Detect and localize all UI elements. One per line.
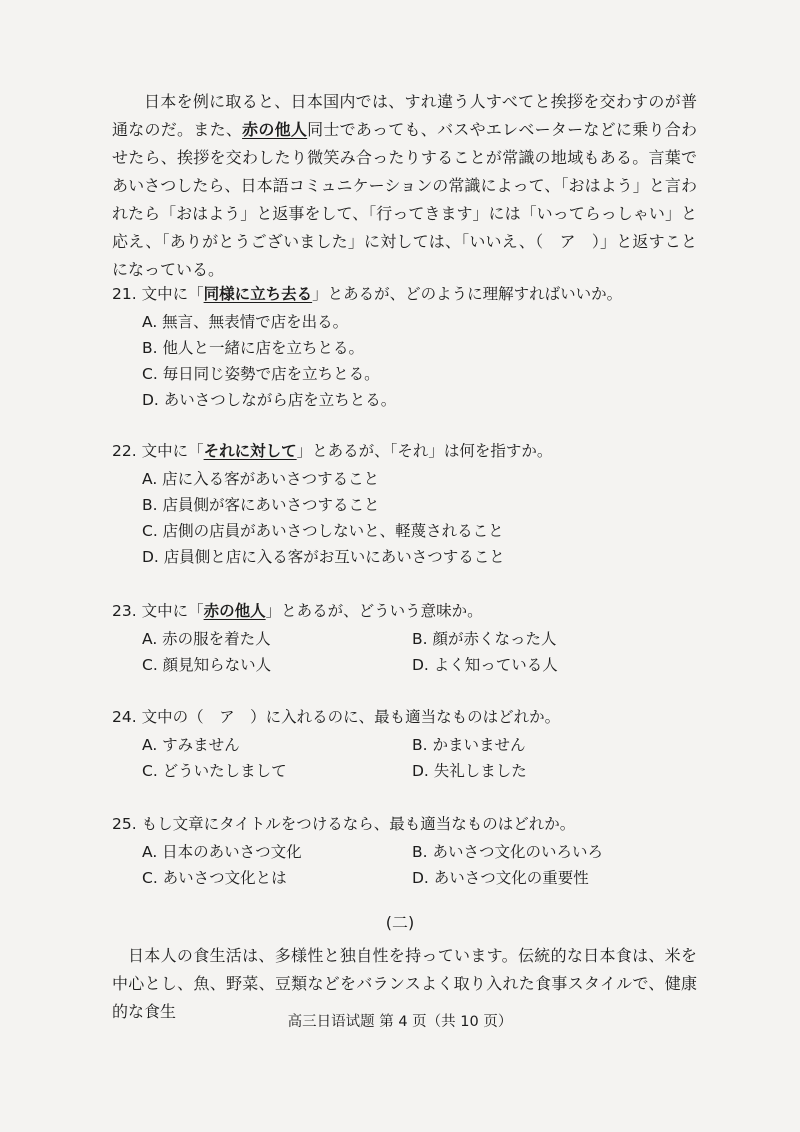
question-25 — [112, 811, 702, 891]
option-d[interactable]: D. 店員側と店に入る客がお互いにあいさつすること — [142, 548, 505, 566]
question-stem: 22. 文中に「それに対して」とあるが、「それ」は何を指すか。 — [112, 442, 553, 460]
question-stem: 21. 文中に「同様に立ち去る」とあるが、どのように理解すればいいか。 — [112, 285, 623, 303]
option-c[interactable]: C. あいさつ文化とは — [142, 869, 287, 887]
options — [112, 732, 702, 784]
question-number: 21. — [112, 285, 137, 303]
question-number: 25. — [112, 815, 137, 833]
question-stem: 24. 文中の（ ア ）に入れるのに、最も適当なものはどれか。 — [112, 708, 561, 726]
option-a[interactable]: A. すみません — [142, 736, 240, 754]
option-a[interactable]: A. 赤の服を着た人 — [142, 630, 271, 648]
page-footer: 高三日语试题 第 4 页（共 10 页） — [287, 1014, 513, 1030]
option-c[interactable]: C. どういたしまして — [142, 762, 287, 780]
section-heading: (二) — [385, 913, 415, 932]
question-keyword: 同様に立ち去る — [203, 285, 313, 303]
option-d[interactable]: D. あいさつ文化の重要性 — [412, 869, 589, 887]
question-number: 24. — [112, 708, 137, 726]
options — [112, 839, 702, 891]
option-b[interactable]: B. 顔が赤くなった人 — [412, 630, 557, 648]
question-22 — [112, 438, 702, 570]
question-number: 22. — [112, 442, 137, 460]
question-keyword: それに対して — [203, 442, 297, 460]
passage-keyword: 赤の他人 — [242, 120, 308, 139]
option-b[interactable]: B. 他人と一緒に店を立ちとる。 — [142, 339, 364, 357]
reading-passage — [112, 88, 697, 284]
option-b[interactable]: B. あいさつ文化のいろいろ — [412, 843, 603, 861]
passage-paragraph — [112, 88, 697, 284]
option-a[interactable]: A. 店に入る客があいさつすること — [142, 470, 380, 488]
option-b[interactable]: B. かまいません — [412, 736, 526, 754]
option-d[interactable]: D. よく知っている人 — [412, 656, 558, 674]
option-c[interactable]: C. 顔見知らない人 — [142, 656, 272, 674]
question-keyword: 赤の他人 — [203, 602, 266, 620]
question-24 — [112, 704, 702, 784]
option-d[interactable]: D. 失礼しました — [412, 762, 527, 780]
option-c[interactable]: C. 毎日同じ姿勢で店を立ちとる。 — [142, 365, 380, 383]
options — [112, 466, 702, 570]
question-23 — [112, 598, 702, 678]
option-a[interactable]: A. 日本のあいさつ文化 — [142, 843, 302, 861]
option-d[interactable]: D. あいさつしながら店を立ちとる。 — [142, 391, 397, 409]
options — [112, 309, 702, 413]
question-stem: 23. 文中に「赤の他人」とあるが、どういう意味か。 — [112, 602, 483, 620]
option-b[interactable]: B. 店員側が客にあいさつすること — [142, 496, 380, 514]
passage-2-text: 日本人の食生活は、多様性と独自性を持っています。伝統的な日本食は、米を中心とし、魚、野菜、豆類などをバランスよく取り入れた食事スタイルで、健康的な食生 — [112, 946, 697, 1021]
question-21 — [112, 281, 702, 413]
passage-text-1: 日本を例に取ると、日本国内では、すれ違う人すべてと挨拶を交わすのが普通なのだ。また、 — [112, 92, 697, 139]
option-a[interactable]: A. 無言、無表情で店を出る。 — [142, 313, 349, 331]
option-c[interactable]: C. 店側の店員があいさつしないと、軽蔑されること — [142, 522, 504, 540]
question-stem: 25. もし文章にタイトルをつけるなら、最も適当なものはどれか。 — [112, 815, 576, 833]
question-number: 23. — [112, 602, 137, 620]
passage-text-2: 同士であっても、バスやエレベーターなどに乗り合わせたら、挨拶を交わしたり微笑み合ったりすることが常識の地域もある。言葉であいさつしたら、日本語コミュニケーションの常識によって、「おはよう」と言われたら「おはよう」と返事をして、「行ってきます」には「いってらっしゃい」と応え、「ありがとうございました」に対しては、「いいえ、（ ア ）」と返すことになっている。 — [112, 120, 697, 279]
options — [112, 626, 702, 678]
